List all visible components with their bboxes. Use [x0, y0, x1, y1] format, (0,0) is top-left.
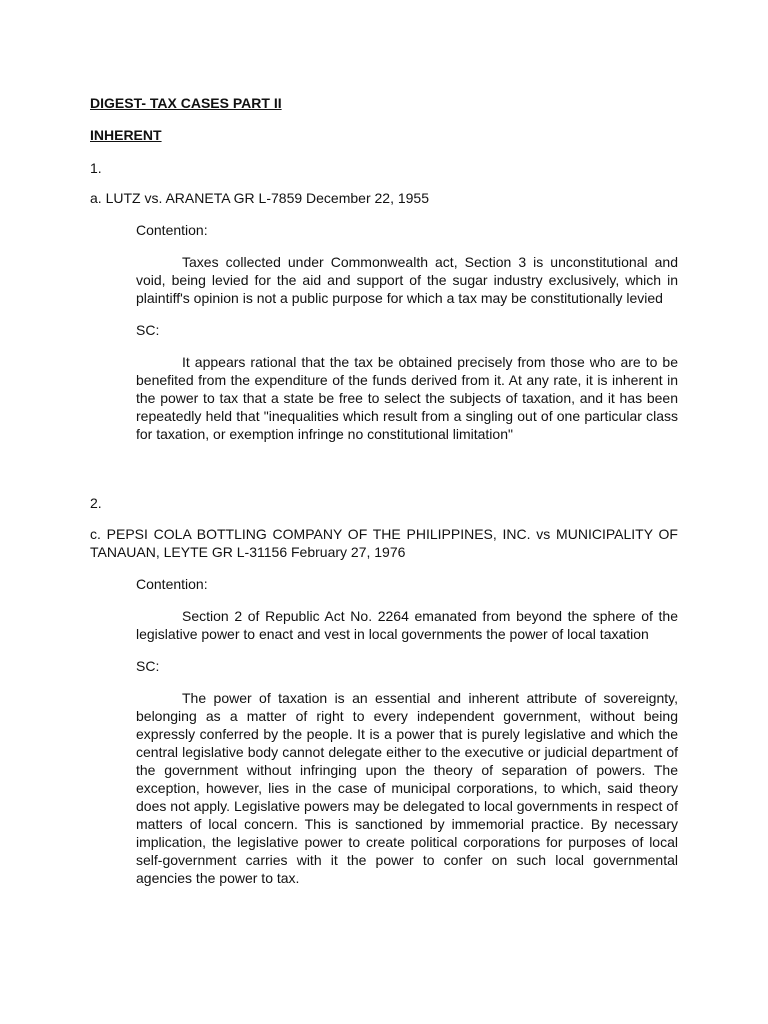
contention-label: Contention: [136, 576, 208, 592]
case-title: a. LUTZ vs. ARANETA GR L-7859 December 22, 1955 [90, 190, 430, 206]
sc-label: SC: [136, 322, 160, 338]
case-title: c. PEPSI COLA BOTTLING COMPANY OF THE PHILIPPINES, INC. vs MUNICIPALITY OF TANAUAN, LEYTE GR L-31156 February 27, 1976 [90, 526, 678, 560]
contention-label: Contention: [136, 222, 208, 238]
contention-text: Taxes collected under Commonwealth act, Section 3 is unconstitutional and void, being levied for the aid and support of the sugar industry exclusively, which in plaintiff's opinion is not a public purpose for which a tax may be constitutionally levied [136, 254, 678, 306]
sc-label: SC: [136, 658, 160, 674]
sc-ruling-text: It appears rational that the tax be obtained precisely from those who are to be benefited from the expenditure of the funds derived from it. At any rate, it is inherent in the power to tax that a state be free to select the subjects of taxation, and it has been repeatedly held that "inequalities which result from a singling out of one particular class for taxation, or exemption infringe no constitutional limitation" [136, 354, 678, 442]
sc-ruling-text: The power of taxation is an essential and inherent attribute of sovereignty, belonging as a matter of right to every independent government, without being expressly conferred by the people. It is a power that is purely legislative and which the central legislative body cannot delegate either to the executive or judicial department of the government without infringing upon the theory of separation of powers. The exception, however, lies in the case of municipal corporations, to which, said theory does not apply. Legislative powers may be delegated to local governments in respect of matters of local concern. This is sanctioned by immemorial practice. By necessary implication, the legislative power to create political corporations for purposes of local self-government carries with it the power to confer on such local governmental agencies the power to tax. [136, 690, 678, 886]
contention-text: Section 2 of Republic Act No. 2264 emanated from beyond the sphere of the legislative power to enact and vest in local governments the power of local taxation [136, 608, 678, 642]
section-heading: INHERENT [90, 127, 162, 143]
document-title: DIGEST- TAX CASES PART II [90, 95, 282, 111]
case-number: 1. [90, 160, 102, 176]
case-number: 2. [90, 495, 102, 511]
